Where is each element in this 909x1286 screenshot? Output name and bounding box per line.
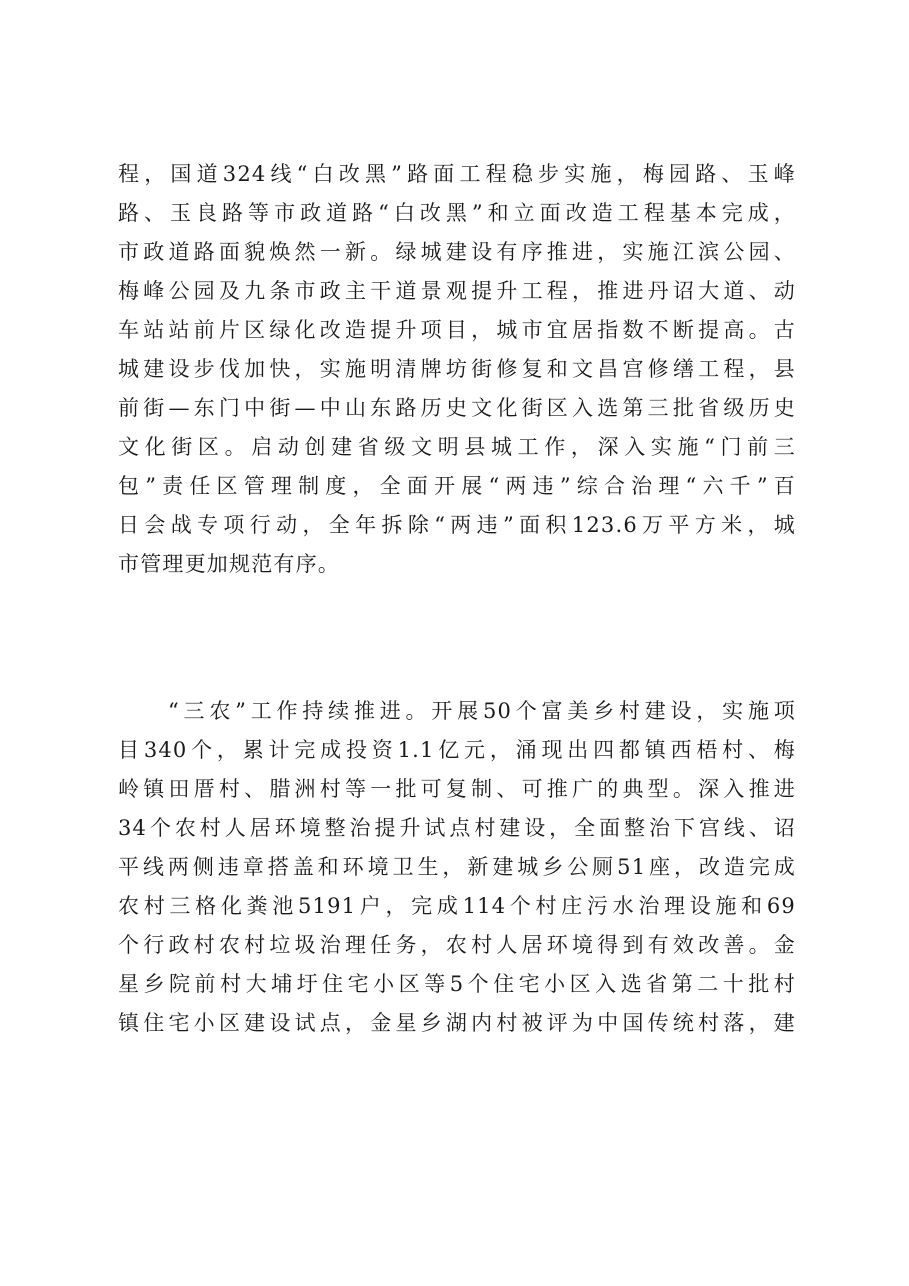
paragraph-line: 农村三格化粪池5191户，完成114个村庄污水治理设施和69: [118, 894, 796, 918]
paragraph-line: 岭镇田厝村、腊洲村等一批可复制、可推广的典型。深入推进: [118, 777, 796, 801]
paragraph-line: 镇住宅小区建设试点，金星乡湖内村被评为中国传统村落，建: [118, 1011, 796, 1035]
paragraph-urban-construction: [118, 158, 796, 587]
paragraph-line: 车站站前片区绿化改造提升项目，城市宜居指数不断提高。古: [118, 318, 796, 342]
paragraph-line: 包”责任区管理制度，全面开展“两违”综合治理“六千”百: [118, 474, 796, 498]
paragraph-line: 程，国道324线“白改黑”路面工程稳步实施，梅园路、玉峰: [118, 162, 796, 186]
paragraph-line: 34个农村人居环境整治提升试点村建设，全面整治下宫线、诏: [118, 816, 796, 840]
paragraph-line: 目340个，累计完成投资1.1亿元，涌现出四都镇西梧村、梅: [118, 738, 796, 762]
paragraph-line: “三农”工作持续推进。开展50个富美乡村建设，实施项: [168, 699, 796, 723]
paragraph-line: 梅峰公园及九条市政主干道景观提升工程，推进丹诏大道、动: [118, 279, 796, 303]
paragraph-line: 个行政村农村垃圾治理任务，农村人居环境得到有效改善。金: [118, 933, 796, 957]
paragraph-line: 路、玉良路等市政道路“白改黑”和立面改造工程基本完成，: [118, 201, 796, 225]
paragraph-line: 市政道路面貌焕然一新。绿城建设有序推进，实施江滨公园、: [118, 240, 796, 264]
paragraph-line: 日会战专项行动，全年拆除“两违”面积123.6万平方米，城: [118, 513, 796, 537]
paragraph-line: 市管理更加规范有序。: [118, 552, 340, 576]
paragraph-rural-work: [118, 695, 796, 1046]
paragraph-line: 前街—东门中街—中山东路历史文化街区入选第三批省级历史: [118, 396, 796, 420]
paragraph-line: 城建设步伐加快，实施明清牌坊街修复和文昌宫修缮工程，县: [118, 357, 796, 381]
paragraph-line: 平线两侧违章搭盖和环境卫生，新建城乡公厕51座，改造完成: [118, 855, 796, 879]
paragraph-line: 文化街区。启动创建省级文明县城工作，深入实施“门前三: [118, 435, 796, 459]
paragraph-line: 星乡院前村大埔圩住宅小区等5个住宅小区入选省第二十批村: [118, 972, 796, 996]
